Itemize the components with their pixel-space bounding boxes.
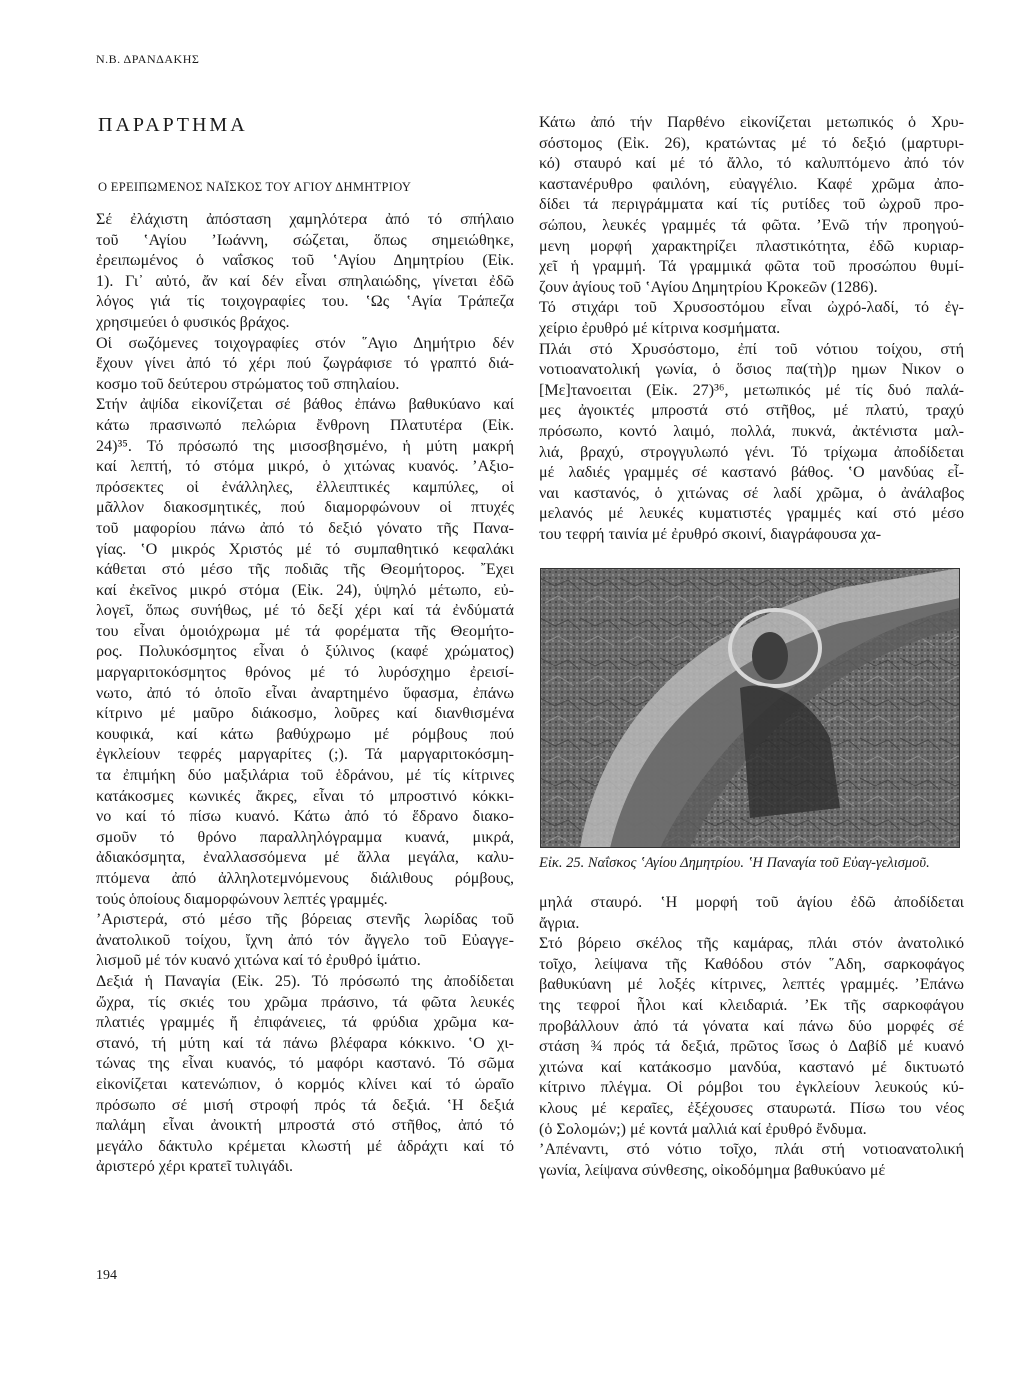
text-line: τοῦ μαφορίου πάνω ἀπό τό δεξιό γόνατο τῆς Πανα- bbox=[96, 519, 514, 537]
text-line: τα ἐπιμήκη δύο μαξιλάρια τοῦ ἑδράνου, μέ τίς κίτρινες bbox=[96, 767, 514, 785]
text-line: χείριο ἐρυθρό μέ κίτρινα κοσμήματα. bbox=[539, 319, 781, 337]
text-line: χρησιμεύει ὁ φυσικός βράχος. bbox=[96, 313, 290, 331]
text-line: κλους μέ κεραῖες, ἐξέχουσες σταυρωτά. Πίσω του νέος bbox=[539, 1099, 964, 1117]
text-line: καί λεπτή, τό στόμα μικρό, ὁ χιτώνας κυανός. ʼΑξιο- bbox=[96, 458, 514, 476]
text-line: χιτώνα καί κατάκοσμο μανδύα, καστανό μέ δικτυωτό bbox=[539, 1058, 964, 1076]
text-line: προβάλλουν ἀπό τά γόνατα καί πάνω δύο μορφές σέ bbox=[539, 1017, 964, 1035]
text-line: παλάμη εἶναι ἀνοικτή μπροστά στό στῆθος, ἀπό τό bbox=[96, 1117, 514, 1135]
text-line: τοῖχο, λείψανα τῆς Καθόδου στόν ῞Αδη, σαρκοφάγος bbox=[539, 955, 964, 973]
text-line: στάση ¾ πρός τά δεξιά, πρῶτος ἴσως ὁ Δαβίδ μέ κυανό bbox=[539, 1038, 964, 1056]
text-line: κάθεται στό μέσο τῆς ποδιᾶς τῆς Θεομήτορος. ῎Εχει bbox=[96, 561, 514, 579]
text-line: νο καί τό πίσω κυανό. Κάτω ἀπό τό ἕδρανο διακο- bbox=[96, 808, 514, 826]
text-line: πρόσωπο σέ μισή στροφή πρός τά δεξιά. ʽΗ δεξιά bbox=[96, 1096, 514, 1114]
text-line: πλατιές γραμμές ἤ ἐπιφάνειες, τά φρύδια χρῶμα κα- bbox=[96, 1014, 514, 1032]
text-line: κίτρινο μέ μαῦρο διάκοσμο, λοῦρες καί διανθισμένα bbox=[96, 705, 514, 723]
text-line: μηλά σταυρό. ʽΗ μορφή τοῦ ἁγίου ἐδῶ ἀποδίδεται bbox=[539, 894, 964, 911]
text-line: 1). Γι᾽ αὐτό, ἄν καί δέν εἶναι σπηλαιώδης, γίνεται ἐδῶ bbox=[96, 272, 514, 290]
text-line: κατάκοσμες κωνικές ἄκρες, εἶναι τό μπροστινό κόκκι- bbox=[96, 787, 514, 805]
figure-photo bbox=[540, 568, 960, 848]
text-line: λισμοῦ μέ τόν κυανό χιτώνα καί τό ἐρυθρό ἱμάτιο. bbox=[96, 952, 421, 970]
text-line: Οἱ σωζόμενες τοιχογραφίες στόν ῞Αγιο Δημήτριο δέν bbox=[96, 334, 514, 352]
text-line: ἐγκλείουν τεφρές μαργαρίτες (;). Τά μαργαριτοκόσμη- bbox=[96, 746, 514, 764]
text-line: Πλάι στό Χρυσόστομο, ἐπί τοῦ νότιου τοίχου, στή bbox=[539, 340, 964, 358]
text-line: κουφικά, καί κάτω βαθύχρωμο μέ ρόμβους πού bbox=[96, 725, 514, 743]
text-line: δίδει τά περιγράμματα καί τίς ρυτίδες τοῦ ὠχροῦ προ- bbox=[539, 196, 964, 214]
text-line: πρόσεκτες οἱ ἐνάλληλες, ἐλλειπτικές καμπύλες, οἱ bbox=[96, 478, 514, 496]
text-line: μᾶλλον διακοσμητικές, πού διαμορφώνουν οἱ πτυχές bbox=[96, 499, 514, 517]
section-title: ΠΑΡΑΡΤΗΜΑ bbox=[98, 114, 248, 136]
text-line: ἀδιακόσμητα, ἐναλλασσόμενα μέ ἄλλα μεγάλα, καλυ- bbox=[96, 849, 514, 867]
text-line: (ὁ Σολομών;) μέ κοντά μαλλιά καί ἐρυθρό ἔνδυμα. bbox=[539, 1120, 867, 1138]
page-number: 194 bbox=[96, 1268, 117, 1283]
text-line: κίτρινο πλέγμα. Οἱ ρόμβοι του ἐγκλείουν λευκούς κύ- bbox=[539, 1079, 964, 1097]
text-line: πρόσωπο, κοντό λαιμό, πολλά, πυκνά, ἀκτένιστα μαλ- bbox=[539, 422, 964, 440]
text-line: καί ἐκεῖνος μικρό στόμα (Εἰκ. 24), ὑψηλό μέτωπο, εὐ- bbox=[96, 581, 514, 599]
text-line: ὤχρα, τίς σκιές του χρῶμα πράσινο, τά φῶτα λευκές bbox=[96, 993, 514, 1011]
text-line: λόγος γιά τίς τοιχογραφίες του. ʽΩς ʽΑγία Τράπεζα bbox=[96, 293, 514, 311]
text-line: βαθυκύανη μέ λοξές κίτρινες, λεπτές γραμμές. ʼΕπάνω bbox=[539, 976, 964, 994]
text-line: ἔχουν γίνει ἀπό τό χέρι πού ζωγράφισε τό γραπτό διά- bbox=[96, 355, 514, 373]
text-line: λογεῖ, ὅπως συνήθως, μέ τό δεξί χέρι καί τά ἐνδύματά bbox=[96, 602, 514, 620]
text-line: κό) σταυρό καί μέ τό ἄλλο, τό καλυπτόμενο ἀπό τόν bbox=[539, 155, 964, 173]
text-line: σώπου, λευκές γραμμές τά φῶτα. ʼΕνῶ τήν προηγού- bbox=[539, 216, 964, 234]
text-line: κοσμο τοῦ δεύτερου στρώματος τοῦ σπηλαίου. bbox=[96, 375, 400, 393]
text-line: πτόμενα ἀπό ἀλληλοτεμνόμενους διάλιθους ρόμβους, bbox=[96, 870, 514, 887]
text-line: ἀριστερό χέρι κρατεῖ τυλιγάδι. bbox=[96, 1158, 294, 1176]
text-line: ρος. Πολυκόσμητος εἶναι ὁ ξύλινος (καφέ χρώματος) bbox=[96, 643, 514, 661]
text-line: νοτιοανατολική γωνία, ὁ ὅσιος πα(τὴ)ρ ημων Νικον ο bbox=[539, 361, 964, 379]
text-line: ἐρειπωμένος ὁ ναΐσκος τοῦ ʽΑγίου Δημητρίου (Εἰκ. bbox=[96, 252, 514, 270]
text-line: 24)³⁵. Τό πρόσωπό της μισοσβησμένο, ἡ μύτη μακρή bbox=[96, 437, 514, 455]
text-line: τώνας της εἶναι κυανός, τό μαφόρι καστανό. Τό σῶμα bbox=[96, 1055, 514, 1073]
text-line: ἄγρια. bbox=[539, 914, 580, 932]
text-line: μέ λαδιές γραμμές σέ καστανό βάθος. ʽΟ μανδύας εἶ- bbox=[539, 464, 964, 482]
text-line: μες ἀγοικτές μπροστά στό στῆθος, μέ πλατύ, τραχύ bbox=[539, 402, 964, 420]
text-line: μαργαριτοκόσμητος θρόνος μέ τό λυρόσχημο ἐρεισί- bbox=[96, 664, 514, 682]
text-line: στανό, τή μύτη καί τά πάνω βλέφαρα κόκκινο. ʽΟ χι- bbox=[96, 1034, 514, 1052]
text-line: της τεφροί ἧλοι καί κλειδαριά. ʼΕκ τῆς σαρκοφάγου bbox=[539, 996, 964, 1014]
text-line: ἀνατολικοῦ τοίχου, ἴχνη ἀπό τόν ἄγγελο τοῦ Εὐαγγε- bbox=[96, 931, 514, 949]
text-line: κάτω πρασινωπό πελώρια ἔνθρονη Πλατυτέρα (Εἰκ. bbox=[96, 416, 514, 434]
running-header: Ν.Β. ΔΡΑΝΔΑΚΗΣ bbox=[96, 52, 200, 66]
fresco-photo-image bbox=[540, 568, 960, 848]
figure-caption: Εἰκ. 25. Ναΐσκος ʽΑγίου Δημητρίου. ʽΗ Παναγία τοῦ Εὐαγ-γελισμοῦ. bbox=[539, 855, 930, 871]
text-line: εἰκονίζεται κατενώπιον, ὁ κορμός κλίνει καί τό ὡραῖο bbox=[96, 1075, 514, 1093]
text-line: χεῖ ἡ γραμμή. Τά γραμμικά φῶτα τοῦ προσώπου θυμί- bbox=[539, 258, 964, 276]
text-line: νωτο, ἀπό τό ὁποῖο εἶναι ἀναρτημένο ὕφασμα, ἐπάνω bbox=[96, 684, 514, 702]
text-line: ʼΑριστερά, στό μέσο τῆς βόρειας στενῆς λωρίδας τοῦ bbox=[96, 911, 514, 929]
text-line: Δεξιά ἡ Παναγία (Εἰκ. 25). Τό πρόσωπό της ἀποδίδεται bbox=[96, 972, 514, 990]
text-line: μενη μορφή χαρακτηρίζει πλαστικότητα, ἐδῶ κυριαρ- bbox=[539, 237, 964, 255]
text-line: ζουν ἁγίους τοῦ ʽΑγίου Δημητρίου Κροκεῶν (1286). bbox=[539, 278, 878, 296]
text-line: ʼΑπέναντι, στό νότιο τοῖχο, πλάι στή νοτιοανατολική bbox=[539, 1141, 964, 1159]
text-line: [Με]τανοειται (Εἰκ. 27)³⁶, μετωπικός μέ τίς δυό παλά- bbox=[539, 381, 964, 399]
text-line: καστανέρυθρο φαιλόνη, εὐαγγέλιο. Καφέ χρῶμα ἀπο- bbox=[539, 175, 964, 193]
text-line: γωνία, λείψανα σύνθεσης, οἰκοδόμημα βαθυκύανο μέ bbox=[539, 1161, 886, 1179]
text-line: σμοῦν τό θρόνο παραλληλόγραμμα κυανά, μικρά, bbox=[96, 828, 514, 846]
text-line: λιά, βραχύ, στρογγυλωπό γένι. Τό τρίχωμα ἀποδίδεται bbox=[539, 443, 964, 461]
text-line: του εἶναι ὁμοιόχρωμα μέ τά φορέματα τῆς Θεομήτο- bbox=[96, 622, 514, 640]
text-line: μελανός μέ λευκές κυματιστές γραμμές καί στό μέσο bbox=[539, 505, 964, 523]
right-text-column-bottom bbox=[539, 893, 964, 1181]
text-line: του τεφρή ταινία μέ ἐρυθρό σκοινί, διαγράφουσα χα- bbox=[539, 525, 882, 543]
text-line: τοῦ ʽΑγίου ʼΙωάννη, σώζεται, ὅπως σημειώθηκε, bbox=[96, 231, 514, 249]
text-line: Στό βόρειο σκέλος τῆς καμάρας, πλάι στόν ἀνατολικό bbox=[539, 935, 964, 953]
left-text-column bbox=[96, 210, 514, 1178]
text-line: Σέ ἐλάχιστη ἀπόσταση χαμηλότερα ἀπό τό σπήλαιο bbox=[96, 211, 514, 228]
text-line: μεγάλο δάκτυλο κρέμεται κλωστή μέ ἀδράχτι καί τό bbox=[96, 1137, 514, 1155]
text-line: γίας. ʽΟ μικρός Χριστός μέ τό συμπαθητικό κεφαλάκι bbox=[96, 540, 514, 558]
text-line: Κάτω ἀπό τήν Παρθένο εἰκονίζεται μετωπικός ὁ Χρυ- bbox=[539, 114, 964, 131]
section-subtitle: Ο ΕΡΕΙΠΩΜΕΝΟΣ ΝΑΪΣΚΟΣ ΤΟΥ ΑΓΙΟΥ ΔΗΜΗΤΡΙΟΥ bbox=[98, 180, 412, 194]
text-line: ναι καστανός, ὁ χιτώνας σέ λαδί χρῶμα, ὁ ἀνάλαβος bbox=[539, 484, 964, 502]
text-line: τούς ὁποίους διαμορφώνουν λεπτές γραμμές. bbox=[96, 890, 388, 908]
text-line: Τό στιχάρι τοῦ Χρυσοστόμου εἶναι ὠχρό-λαδί, τό ἐγ- bbox=[539, 299, 964, 317]
text-line: σόστομος (Εἰκ. 26), κρατώντας μέ τό δεξιό (μαρτυρι- bbox=[539, 134, 964, 152]
right-text-column-top bbox=[539, 113, 964, 545]
text-line: Στήν ἀψίδα εἰκονίζεται σέ βάθος ἐπάνω βαθυκύανο καί bbox=[96, 396, 514, 414]
